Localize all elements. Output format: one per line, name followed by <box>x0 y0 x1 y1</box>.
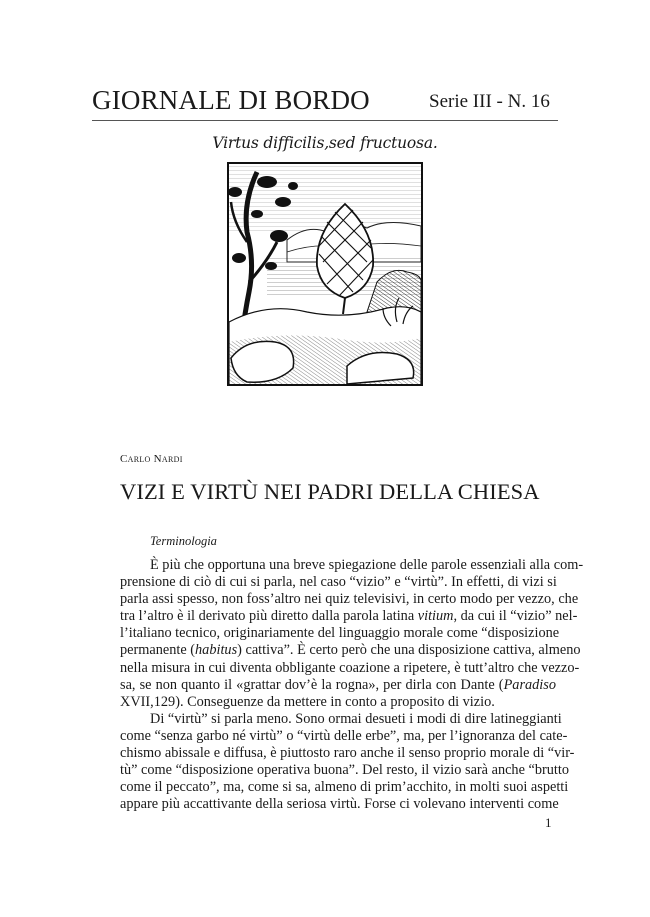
body-line: È più che opportuna una breve spiegazione delle parole essenziali alla com- <box>150 557 584 573</box>
page-number: 1 <box>545 815 552 830</box>
pinecone-woodcut-illustration <box>227 162 423 386</box>
body-line: come “senza garbo né virtù” o “virtù delle erbe”, ma, per l’ignoranza del cate- <box>120 727 568 744</box>
section-heading: Terminologia <box>150 534 217 548</box>
body-line: chismo abissale e diffusa, è piuttosto raro anche il senso proprio morale di “vir- <box>120 745 575 762</box>
body-line: nella misura in cui diventa obbligante coazione a ripetere, è tutt’altro che vezzo- <box>120 659 580 676</box>
emblem-motto: Virtus difficilis,sed fructuosa. <box>212 134 438 152</box>
article-title: VIZI E VIRTÙ NEI PADRI DELLA CHIESA <box>120 479 540 504</box>
body-line: Di “virtù” si parla meno. Sono ormai desueti i modi di dire latineggianti <box>150 710 562 727</box>
body-line: l’italiano tecnico, originariamente del linguaggio morale come “disposizione <box>120 625 560 642</box>
body-line: tù” come “disposizione operativa buona”. Del resto, il vizio sarà anche “brutto <box>120 762 569 779</box>
masthead <box>92 84 558 121</box>
body-line: XVII,129). Conseguenze da mettere in conto a proposito di vizio. <box>120 693 495 710</box>
series-number: Serie III - N. 16 <box>429 91 550 112</box>
body-line: parla assi spesso, non foss’altro nei quiz televisivi, in certo modo per vezzo, che <box>120 591 579 608</box>
journal-title: GIORNALE DI BORDO <box>92 85 370 115</box>
body-line: sa, se non quanto il «grattar dov’è la rogna», per dirla con Dante (Paradiso <box>120 676 556 693</box>
body-line: come il peccato”, ma, come si sa, almeno di prim’acchito, in molti suoi aspetti <box>120 779 569 796</box>
body-line: prensione di ciò di cui si parla, nel caso “vizio” e “virtù”. In effetti, di vizi si <box>120 574 557 591</box>
body-line: tra l’altro è il derivato più diretto dalla parola latina vitium, da cui il “vizio” nel- <box>120 608 578 625</box>
article-author: Carlo Nardi <box>120 453 183 465</box>
body-line: appare più accattivante della seriosa virtù. Forse ci volevano interventi come <box>120 796 559 813</box>
body-line: permanente (habitus) cattiva”. È certo però che una disposizione cattiva, almeno <box>120 642 581 659</box>
article-body <box>120 557 584 813</box>
